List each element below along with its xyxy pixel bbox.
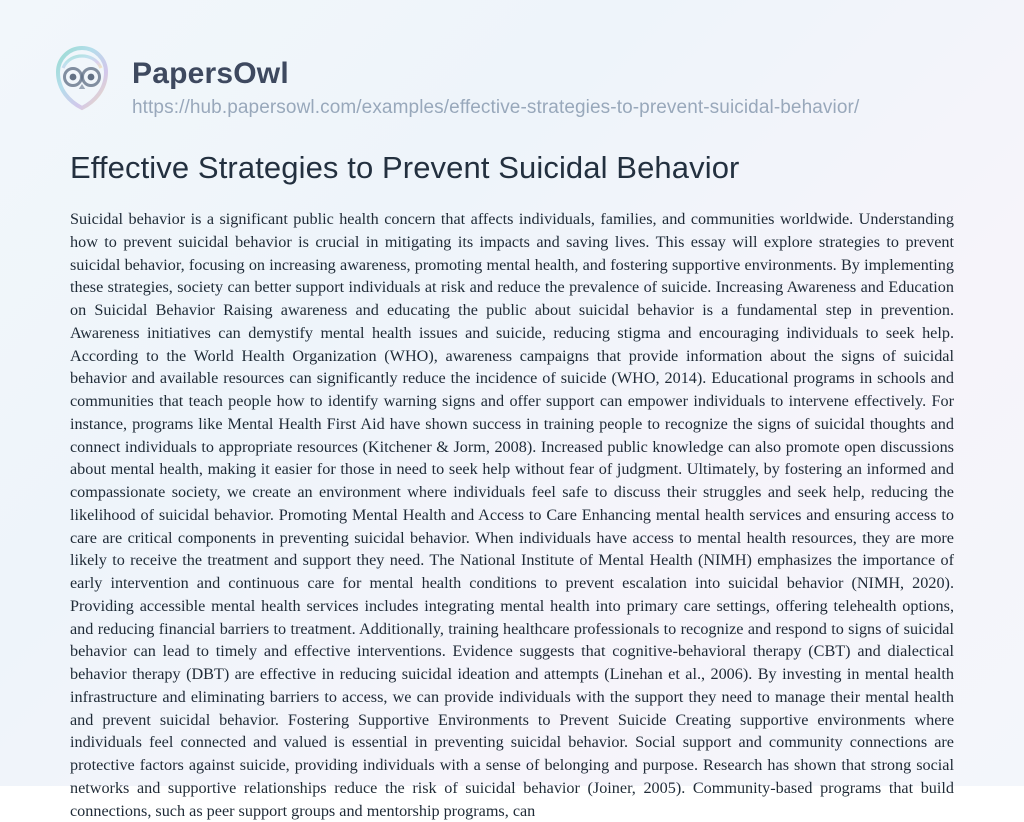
brand-block xyxy=(132,44,859,119)
page-title: Effective Strategies to Prevent Suicidal Behavior xyxy=(70,150,740,185)
document-content xyxy=(24,114,1000,822)
essay-body: Suicidal behavior is a significant public health concern that affects individuals, families, and communities worldwide. Understanding how to prevent suicidal behavior is crucial in mitigating its impacts and saving lives. This essay will explore strategies to prevent suicidal behavior, focusing on increasing awareness, promoting mental health, and fostering supportive environments. By implementing these strategies, society can better support individuals at risk and reduce the prevalence of suicide. Increasing Awareness and Education on Suicidal Behavior Raising awareness and educating the public about suicidal behavior is a fundamental step in prevention. Awareness initiatives can demystify mental health issues and suicide, reducing stigma and encouraging individuals to seek help. According to the World Health Organization (WHO), awareness campaigns that provide information about the signs of suicidal behavior and available resources can significantly reduce the incidence of suicide (WHO, 2014). Educational programs in schools and communities that teach people how to identify warning signs and offer support can empower individuals to intervene effectively. For instance, programs like Mental Health First Aid have shown success in training people to recognize the signs of suicidal thoughts and connect individuals to appropriate resources (Kitchener & Jorm, 2008). Increased public knowledge can also promote open discussions about mental health, making it easier for those in need to seek help without fear of judgment. Ultimately, by fostering an informed and compassionate society, we create an environment where individuals feel safe to discuss their struggles and seek help, reducing the likelihood of suicidal behavior. Promoting Mental Health and Access to Care Enhancing mental health services and ensuring access to care are critical components in preventing suicidal behavior. When individuals have access to mental health resources, they are more likely to receive the treatment and support they need. The National Institute of Mental Health (NIMH) emphasizes the importance of early intervention and continuous care for mental health conditions to prevent escalation into suicidal behavior (NIMH, 2020). Providing accessible mental health services includes integrating mental health into primary care settings, offering telehealth options, and reducing financial barriers to treatment. Additionally, training healthcare professionals to recognize and respond to signs of suicidal behavior can lead to timely and effective interventions. Evidence suggests that cognitive-behavioral therapy (CBT) and dialectical behavior therapy (DBT) are effective in reducing suicidal ideation and attempts (Linehan et al., 2006). By investing in mental health infrastructure and eliminating barriers to access, we can provide individuals with the support they need to manage their mental health and prevent suicidal behavior. Fostering Supportive Environments to Prevent Suicide Creating supportive environments where individuals feel connected and valued is essential in preventing suicidal behavior. Social support and community connections are protective factors against suicide, providing individuals with a sense of belonging and purpose. Research has shown that strong social networks and supportive relationships reduce the risk of suicidal behavior (Joiner, 2005). Community-based programs that build connections, such as peer support groups and mentorship programs, can xyxy=(70,210,954,820)
document-sheet xyxy=(24,18,1000,820)
site-header xyxy=(24,18,1000,118)
owl-logo-icon[interactable] xyxy=(46,46,118,118)
source-url[interactable]: https://hub.papersowl.com/examples/effective-strategies-to-prevent-suicidal-behavior/ xyxy=(132,96,860,118)
brand-name: PapersOwl xyxy=(132,57,289,90)
